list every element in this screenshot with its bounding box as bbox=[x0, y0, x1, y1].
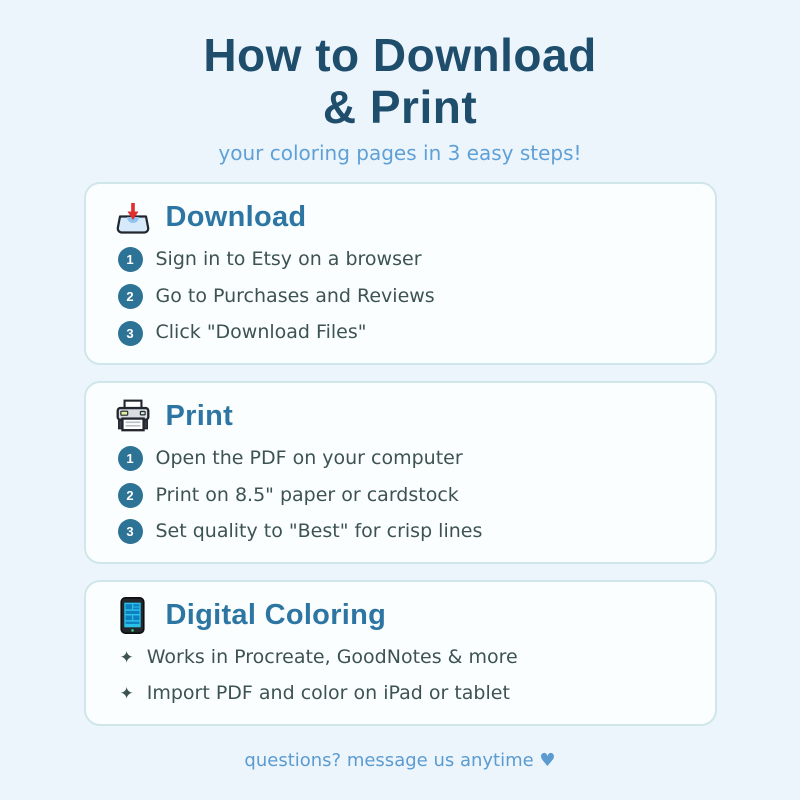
page-title bbox=[203, 30, 596, 134]
print-steps bbox=[112, 446, 689, 545]
page-subtitle: your coloring pages in 3 easy steps! bbox=[218, 140, 582, 165]
step-number-badge: 2 bbox=[118, 483, 143, 508]
bullet-item bbox=[118, 645, 689, 671]
sparkle-bullet-icon: ✦ bbox=[119, 647, 134, 668]
digital-coloring-bullets bbox=[112, 645, 689, 707]
card-digital-coloring-header bbox=[112, 597, 689, 635]
inbox-tray-icon bbox=[114, 199, 152, 237]
step-item bbox=[118, 284, 689, 310]
card-digital-coloring-title: Digital Coloring bbox=[165, 599, 387, 632]
step-number-badge: 1 bbox=[118, 446, 143, 471]
step-item bbox=[118, 320, 689, 346]
cards-container bbox=[84, 182, 717, 726]
step-item bbox=[118, 446, 689, 472]
step-text: Set quality to "Best" for crisp lines bbox=[155, 520, 483, 543]
step-text: Go to Purchases and Reviews bbox=[155, 284, 435, 307]
step-item bbox=[118, 519, 689, 545]
footer-message: questions? message us anytime ♥ bbox=[244, 750, 556, 772]
card-download-header bbox=[112, 199, 689, 237]
card-print bbox=[84, 381, 717, 564]
step-item bbox=[118, 247, 689, 273]
page-title-line1: How to Download bbox=[203, 29, 597, 81]
card-download-title: Download bbox=[165, 201, 307, 234]
bullet-text: Import PDF and color on iPad or tablet bbox=[146, 682, 510, 705]
step-number-badge: 1 bbox=[118, 247, 143, 272]
download-steps bbox=[112, 247, 689, 346]
sparkle-bullet-icon: ✦ bbox=[119, 684, 134, 705]
mobile-phone-icon bbox=[114, 597, 152, 635]
card-digital-coloring bbox=[84, 580, 717, 726]
card-print-title: Print bbox=[165, 400, 234, 433]
step-number-badge: 3 bbox=[118, 321, 143, 346]
step-text: Click "Download Files" bbox=[155, 321, 367, 344]
printer-icon bbox=[114, 398, 152, 436]
page-title-line2: & Print bbox=[322, 80, 478, 133]
step-item bbox=[118, 483, 689, 509]
bullet-item bbox=[118, 681, 689, 707]
bullet-text: Works in Procreate, GoodNotes & more bbox=[146, 645, 518, 668]
step-number-badge: 2 bbox=[118, 284, 143, 309]
card-print-header bbox=[112, 398, 689, 436]
step-text: Open the PDF on your computer bbox=[155, 446, 463, 469]
step-text: Sign in to Etsy on a browser bbox=[155, 247, 422, 270]
step-text: Print on 8.5" paper or cardstock bbox=[155, 483, 459, 506]
step-number-badge: 3 bbox=[118, 519, 143, 544]
card-download bbox=[84, 182, 717, 365]
